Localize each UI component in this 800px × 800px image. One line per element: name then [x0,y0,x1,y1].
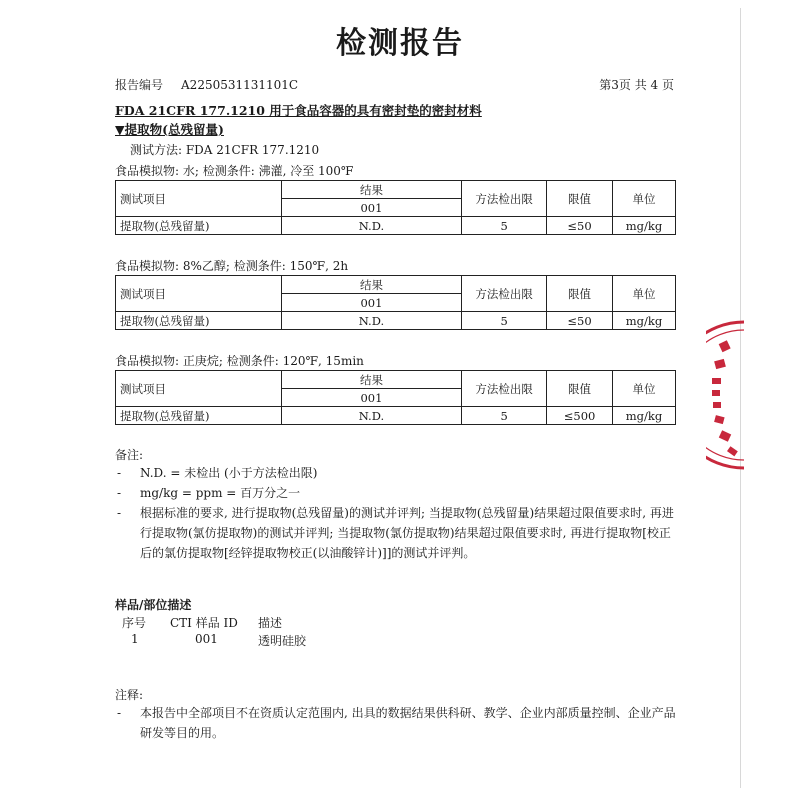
report-number-value: A2250531131101C [181,78,299,92]
header-test-item: 测试项目 [116,181,282,217]
header-test-item: 测试项目 [116,276,282,312]
remark-text: 本报告中全部项目不在资质认定范围内, 出具的数据结果供科研、教学、企业内部质量控制、企业产品研发等目的用。 [140,706,676,740]
regulation-title: FDA 21CFR 177.1210 用于食品容器的具有密封垫的密封材料 [115,103,482,118]
header-unit: 单位 [613,181,676,217]
note-item-1: N.D. = 未检出 (小于方法检出限) [140,466,318,480]
sample-row-no: 1 [131,632,139,646]
result-table-2 [115,275,676,330]
cell-unit: mg/kg [613,217,676,235]
header-sample-id: 001 [281,199,462,217]
note-item-2: mg/kg = ppm = 百万分之一 [140,486,301,500]
header-detection-limit: 方法检出限 [462,371,547,407]
header-result: 结果 [281,276,462,294]
cell-detection-limit: 5 [462,217,547,235]
header-limit: 限值 [547,371,613,407]
header-detection-limit: 方法检出限 [462,276,547,312]
header-test-item: 测试项目 [116,371,282,407]
page-indicator: 第3页 共 4 页 [599,78,674,92]
section-title: ▼提取物(总残留量) [115,122,224,137]
note-bullet: - [117,466,122,480]
sample-row-desc: 透明硅胶 [258,634,307,648]
sample-row-id: 001 [195,632,218,646]
header-sample-id: 001 [281,294,462,312]
cell-unit: mg/kg [613,407,676,425]
note-bullet: - [117,486,122,500]
cell-unit: mg/kg [613,312,676,330]
sample-header-id: CTI 样品 ID [170,616,238,630]
report-number-label: 报告编号 [115,78,164,92]
sample-header-no: 序号 [122,616,147,630]
test-method: 测试方法: FDA 21CFR 177.1210 [130,143,320,157]
cell-limit: ≤500 [547,407,613,425]
note-item-3: 根据标准的要求, 进行提取物(总残留量)的测试并评判; 当提取物(总残留量)结果超过限值要求时, 再进行提取物(氯仿提取物)的测试并评判; 当提取物(氯仿提取物)结果超过限值要求时, 再进行提取物[校正后的氯仿提取物[经锌提取物校正(以油酸锌计)]]的测试并评判。 [140,506,674,560]
remark-title: 注释: [115,688,144,702]
header-unit: 单位 [613,371,676,407]
result-table-3 [115,370,676,425]
cell-item: 提取物(总残留量) [116,217,282,235]
sample-section-title: 样品/部位描述 [115,598,192,612]
test-condition-3: 食品模拟物: 正庚烷; 检测条件: 120℉, 15min [115,354,364,368]
cell-result: N.D. [281,407,462,425]
note-bullet: - [117,506,122,520]
cell-item: 提取物(总残留量) [116,407,282,425]
report-title: 检测报告 [336,26,464,61]
header-result: 结果 [281,181,462,199]
cell-result: N.D. [281,217,462,235]
sample-header-desc: 描述 [258,616,283,630]
header-limit: 限值 [547,181,613,217]
notes-title: 备注: [115,448,144,462]
cell-detection-limit: 5 [462,407,547,425]
cell-limit: ≤50 [547,217,613,235]
cell-detection-limit: 5 [462,312,547,330]
cell-result: N.D. [281,312,462,330]
company-seal-stamp [706,320,746,470]
remark-bullet: - [117,706,122,720]
cell-limit: ≤50 [547,312,613,330]
result-table-1 [115,180,676,235]
test-condition-1: 食品模拟物: 水; 检测条件: 沸灌, 冷至 100℉ [115,164,354,178]
header-detection-limit: 方法检出限 [462,181,547,217]
header-sample-id: 001 [281,389,462,407]
report-number-line [115,76,298,93]
header-limit: 限值 [547,276,613,312]
header-unit: 单位 [613,276,676,312]
cell-item: 提取物(总残留量) [116,312,282,330]
header-result: 结果 [281,371,462,389]
test-condition-2: 食品模拟物: 8%乙醇; 检测条件: 150℉, 2h [115,259,349,273]
